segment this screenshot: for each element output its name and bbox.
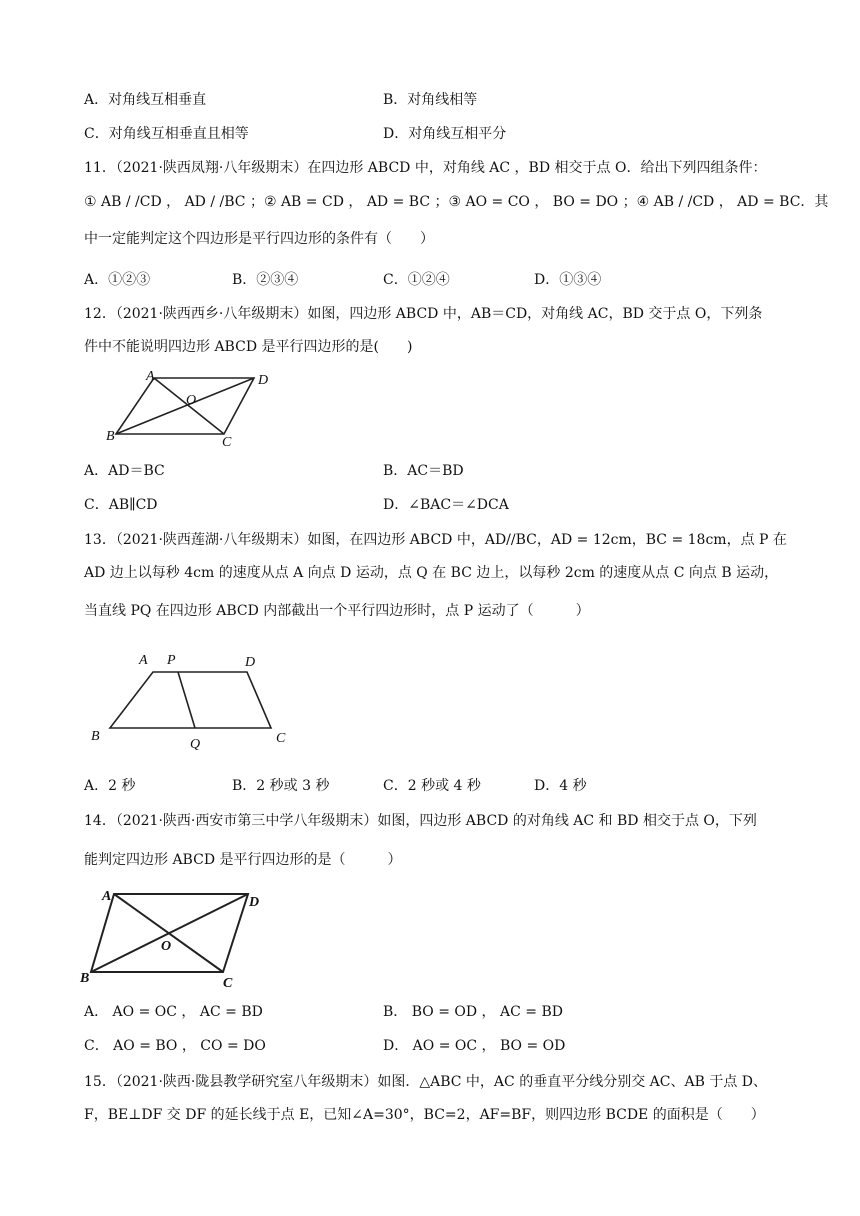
q11-option-c: C．①②④ — [383, 272, 450, 288]
q12-option-b: B．AC＝BD — [383, 463, 464, 479]
q14-stem-line1: 14．（2021·陕西·西安市第三中学八年级期末）如图，四边形 ABCD 的对角线 AC 和 BD 相交于点 O，下列 — [84, 813, 757, 829]
q12-figure — [104, 366, 284, 452]
q11-stem-line1: 11．（2021·陕西凤翔·八年级期末）在四边形 ABCD 中，对角线 AC ，BD 相交于点 O．给出下列四组条件： — [84, 160, 767, 176]
q11-stem-line3: 中一定能判定这个四边形是平行四边形的条件有（ ） — [84, 231, 434, 247]
q14-label-c: C — [223, 976, 233, 988]
q12-label-o: O — [186, 393, 197, 408]
q12-label-d: D — [258, 373, 269, 388]
q10-option-b: B．对角线相等 — [383, 92, 478, 108]
q13-label-b: B — [91, 729, 100, 744]
q10-option-a: A．对角线互相垂直 — [84, 92, 207, 108]
q14-option-a: A． AO = OC ， AC = BD — [84, 1004, 263, 1020]
q11-stem-line2: ① AB / /CD ， AD / /BC ；② AB = CD ， AD = BC ；③ AO = CO ， BO = DO ；④ AB / /CD ， AD = BC．其 — [84, 194, 829, 210]
q12-option-a: A．AD＝BC — [84, 463, 165, 479]
q15-stem-line2: F，BE⊥DF 交 DF 的延长线于点 E，已知∠A=30°，BC=2，AF=BF，则四边形 BCDE 的面积是（ ） — [84, 1107, 765, 1123]
q10-option-c: C．对角线互相垂直且相等 — [84, 126, 249, 142]
q13-option-d: D．4 秒 — [534, 778, 587, 794]
q13-option-b: B．2 秒或 3 秒 — [232, 778, 330, 794]
q14-stem-line2: 能判定四边形 ABCD 是平行四边形的是（ ） — [84, 852, 402, 868]
q13-label-p: P — [167, 653, 176, 668]
q15-stem-line1: 15．（2021·陕西·陇县教学研究室八年级期末）如图．△ABC 中，AC 的垂直平分线分别交 AC、AB 于点 D、 — [84, 1074, 767, 1090]
q12-stem-line1: 12．（2021·陕西西乡·八年级期末）如图，四边形 ABCD 中，AB＝CD，对角线 AC，BD 交于点 O，下列条 — [84, 306, 763, 322]
q13-stem-line3: 当直线 PQ 在四边形 ABCD 内部截出一个平行四边形时，点 P 运动了（ ） — [84, 603, 590, 619]
q14-label-o: O — [161, 939, 172, 954]
q13-label-q: Q — [190, 737, 201, 750]
q14-option-b: B． BO = OD ， AC = BD — [383, 1004, 563, 1020]
q14-option-c: C． AO = BO ， CO = DO — [84, 1038, 266, 1054]
q13-label-a: A — [139, 653, 148, 668]
q12-option-d: D．∠BAC＝∠DCA — [383, 497, 509, 513]
q13-figure — [86, 648, 296, 750]
q14-label-a: A — [102, 889, 112, 904]
q13-stem-line2: AD 边上以每秒 4cm 的速度从点 A 向点 D 运动，点 Q 在 BC 边上，以每秒 2cm 的速度从点 C 向点 B 运动， — [84, 565, 779, 581]
q11-option-b: B．②③④ — [232, 272, 299, 288]
q14-label-d: D — [249, 895, 260, 910]
q12-label-c: C — [222, 435, 232, 450]
q11-option-a: A．①②③ — [84, 272, 151, 288]
q13-stem-line1: 13．（2021·陕西莲湖·八年级期末）如图，在四边形 ABCD 中，AD//BC，AD = 12cm，BC = 18cm，点 P 在 — [84, 532, 787, 548]
q13-label-c: C — [276, 731, 286, 746]
q14-figure — [78, 884, 268, 988]
q11-option-d: D．①③④ — [534, 272, 602, 288]
q12-stem-line2: 件中不能说明四边形 ABCD 是平行四边形的是( ) — [84, 339, 413, 355]
q14-option-d: D． AO = OC ， BO = OD — [383, 1038, 566, 1054]
q10-option-d: D．对角线互相平分 — [383, 126, 507, 142]
q13-option-c: C．2 秒或 4 秒 — [383, 778, 481, 794]
q12-option-c: C．AB∥CD — [84, 497, 158, 513]
q12-label-b: B — [106, 429, 115, 444]
q14-label-b: B — [80, 971, 90, 986]
q13-option-a: A．2 秒 — [84, 778, 136, 794]
q12-label-a: A — [146, 369, 155, 384]
q13-label-d: D — [245, 655, 256, 670]
